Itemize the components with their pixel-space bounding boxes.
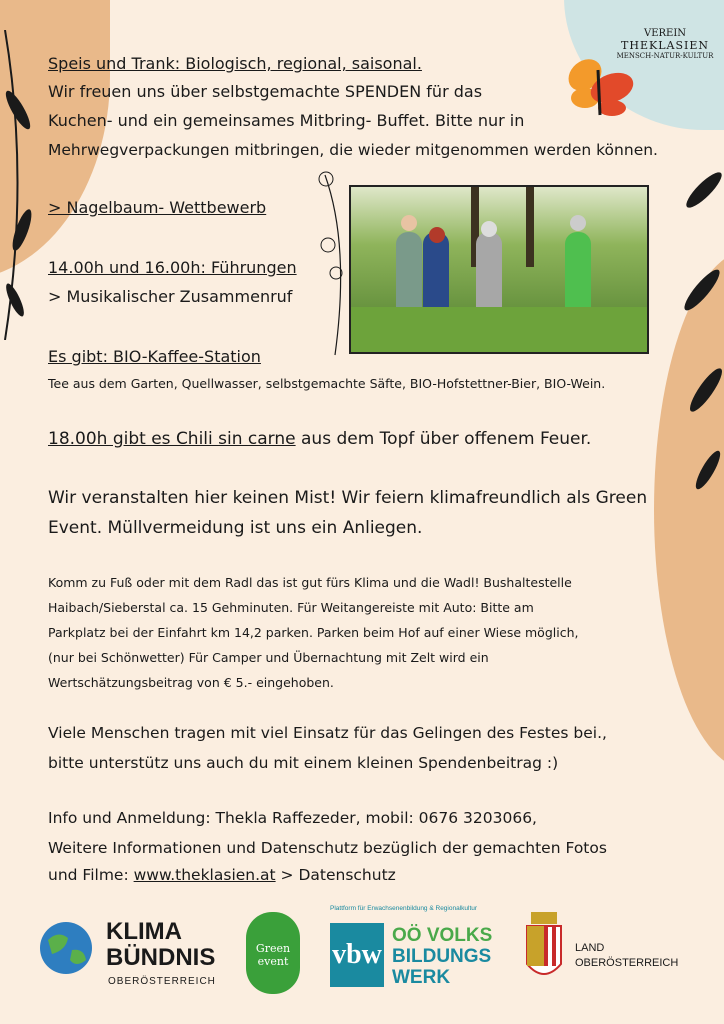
- food-line-3: Mehrwegverpackungen mitbringen, die wieder mitgenommen werden können.: [48, 141, 658, 159]
- person-figure: [476, 232, 502, 312]
- butterfly-icon: [560, 40, 640, 120]
- info-suffix: > Datenschutz: [275, 866, 396, 884]
- food-line-1: Wir freuen uns über selbstgemachte SPENDEN für das: [48, 82, 483, 101]
- info-prefix: und Filme:: [48, 866, 134, 884]
- coat-of-arms-icon: [525, 912, 563, 986]
- brand-tagline: MENSCH-NATUR-KULTUR: [616, 52, 714, 60]
- travel-line-2: Haibach/Sieberstal ca. 15 Gehminuten. Für Weitangereiste mit Auto: Bitte am: [48, 600, 534, 615]
- nagelbaum-link: > Nagelbaum- Wettbewerb: [48, 198, 267, 217]
- green-word: Green: [255, 942, 291, 955]
- green-line-1: Wir veranstalten hier keinen Mist! Wir feiern klimafreundlich als Green: [48, 488, 648, 508]
- food-line-2: Kuchen- und ein gemeinsames Mitbring- Buffet. Bitte nur in: [48, 111, 525, 130]
- green-line-2: Event. Müllvermeidung ist uns ein Anliegen.: [48, 518, 423, 538]
- music-line: > Musikalischer Zusammenruf: [48, 287, 293, 306]
- person-figure: [423, 232, 449, 312]
- coffee-detail: Tee aus dem Garten, Quellwasser, selbstgemachte Säfte, BIO-Hofstettner-Bier, BIO-Wein.: [48, 376, 606, 391]
- person-figure: [565, 232, 591, 312]
- info-line-2: Weitere Informationen und Datenschutz bezüglich der gemachten Fotos: [48, 839, 607, 857]
- land-line-1: LAND: [575, 942, 605, 954]
- volksbildungswerk-logo: [330, 905, 500, 988]
- brand-name: THEKLASIEN: [621, 39, 709, 52]
- event-word: event: [257, 955, 289, 968]
- klima-line-1: KLIMA: [106, 918, 182, 945]
- green-event-logo: [246, 912, 300, 994]
- klima-line-3: OBERÖSTERREICH: [108, 976, 216, 987]
- chili-line: [48, 425, 591, 453]
- chili-rest: aus dem Topf über offenem Feuer.: [295, 429, 592, 449]
- travel-line-3: Parkplatz bei der Einfahrt km 14,2 parken. Parken beim Hof auf einer Wiese möglich,: [48, 625, 579, 640]
- tours-heading: 14.00h und 16.00h: Führungen: [48, 258, 297, 277]
- info-line-3: [48, 861, 396, 889]
- land-ooe-logo: [525, 912, 679, 990]
- coffee-heading: Es gibt: BIO-Kaffee-Station: [48, 347, 261, 366]
- food-heading: Speis und Trank: Biologisch, regional, saisonal.: [48, 54, 422, 73]
- klima-line-2: BÜNDNIS: [106, 944, 216, 971]
- travel-line-5: Wertschätzungsbeitrag von € 5.- eingehoben.: [48, 675, 334, 690]
- vbw-icon: vbw: [330, 923, 384, 987]
- info-line-1: Info und Anmeldung: Thekla Raffezeder, mobil: 0676 3203066,: [48, 809, 537, 827]
- help-line-1: Viele Menschen tragen mit viel Einsatz für das Gelingen des Festes bei.,: [48, 724, 607, 742]
- vbw-platform-text: Plattform für Erwachsenenbildung & Regionalkultur: [330, 905, 478, 912]
- globe-icon: [38, 920, 96, 976]
- leaf-branch-left-icon: [0, 30, 40, 340]
- travel-line-4: (nur bei Schönwetter) Für Camper und Übernachtung mit Zelt wird ein: [48, 650, 489, 665]
- leaf-branch-right-icon: [674, 150, 724, 500]
- land-line-2: OBERÖSTERREICH: [575, 957, 679, 969]
- person-figure: [396, 232, 422, 312]
- vbw-line-1: OÖ VOLKS: [392, 925, 493, 946]
- brand-verein: VEREIN: [643, 28, 687, 39]
- help-line-2: bitte unterstütz uns auch du mit einem kleinen Spendenbeitrag :): [48, 754, 559, 772]
- website-link[interactable]: www.theklasien.at: [133, 866, 276, 884]
- flower-vine-icon: [310, 165, 360, 365]
- travel-line-1: Komm zu Fuß oder mit dem Radl das ist gut fürs Klima und die Wadl! Bushaltestelle: [48, 575, 572, 590]
- vbw-line-2: BILDUNGS: [392, 946, 492, 967]
- chili-time: 18.00h gibt es Chili sin carne: [48, 429, 296, 449]
- event-photo: [349, 185, 649, 354]
- vbw-line-3: WERK: [392, 967, 451, 988]
